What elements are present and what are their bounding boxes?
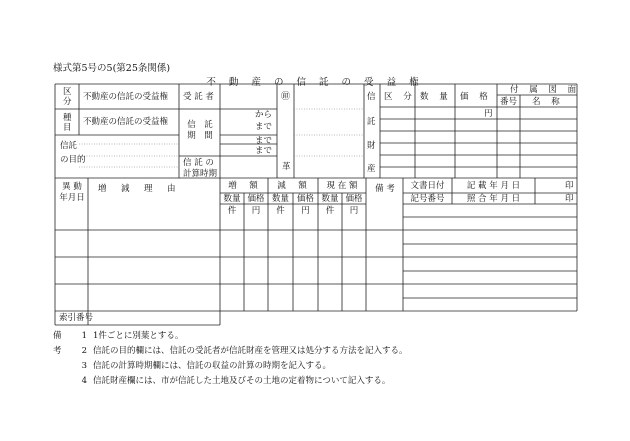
form-caption: 様式第5号の5(第25条関係) (53, 63, 171, 74)
zogaku-ken-unit: 件 (227, 206, 237, 216)
shogo-nengappi-header: 照 合 年 月 日 (466, 194, 521, 204)
zogaku-kakaku: 価格 (247, 194, 265, 204)
genzai-suryo: 数量 (321, 194, 339, 204)
kikan-made-3: まで (255, 146, 273, 156)
zaisan-char-1: 信 (367, 92, 376, 102)
mokuteki-label: 信託 の目的 (60, 141, 86, 165)
seal-mark: ㊞ (281, 92, 291, 102)
fuzoku-zumen-header: 付 属 図 面 (510, 85, 581, 95)
ido-nengappi-header: 異 動 年月日 (59, 182, 85, 203)
index-number-label: 索引番号 (59, 313, 94, 323)
zaisan-char-3: 財 (367, 141, 376, 151)
shogo-in-header: 印 (565, 194, 574, 204)
jutakusha-label: 受 託 者 (183, 92, 214, 102)
genzai-ken-unit: 件 (325, 206, 335, 216)
shumoku-label: 種目 (63, 113, 72, 133)
kikan-made-2: まで (255, 136, 273, 146)
zogaku-en-unit: 円 (251, 206, 261, 216)
genzai-en-unit: 円 (349, 206, 359, 216)
kubun-label: 区分 (63, 87, 72, 107)
gengaku-kakaku: 価格 (296, 194, 314, 204)
kisai-nengappi-header: 記 載 年 月 日 (466, 181, 521, 191)
property-suryo-header: 数 量 (420, 92, 452, 102)
biko-header: 備 考 (375, 184, 395, 194)
zaisan-char-4: 産 (367, 164, 376, 174)
property-yen-unit: 円 (484, 109, 493, 119)
kiroku-bango-header: 記号番号 (410, 194, 445, 204)
genzai-kakaku: 価格 (345, 194, 363, 204)
kisai-in-header: 印 (565, 181, 574, 191)
kan-char: 革 (282, 162, 291, 172)
gengaku-ken-unit: 件 (276, 206, 285, 216)
bango-header: 番号 (500, 97, 518, 107)
shumoku-value: 不動産の信託の受益権 (83, 117, 169, 127)
property-kubun-header: 区 分 (384, 92, 416, 102)
zogaku-suryo: 数量 (223, 194, 241, 204)
meisho-header: 名 称 (532, 97, 564, 107)
genzaigaku-header: 現 在 額 (326, 181, 358, 191)
property-kakaku-header: 価 格 (460, 92, 492, 102)
gengaku-suryo: 数量 (271, 194, 289, 204)
zogen-riyu-header: 増 減 理 由 (98, 184, 179, 194)
kikan-kara: から (255, 110, 273, 120)
notes-heading: 備考 (53, 331, 62, 356)
zaisan-char-2: 託 (367, 117, 376, 127)
kikan-label: 信 託 期 間 (187, 120, 213, 141)
gengaku-en-unit: 円 (301, 206, 310, 216)
form-title: 不 動 産 の 信 託 の 受 益 権 (206, 77, 424, 88)
bunsho-hizuke-header: 文書日付 (410, 181, 445, 191)
gengaku-header: 減 額 (277, 181, 309, 191)
zogaku-header: 増 額 (228, 181, 260, 191)
kikan-made-1: まで (255, 122, 273, 132)
keisan-label: 信 託 の 計算時期 (183, 158, 218, 179)
kubun-value: 不動産の信託の受益権 (83, 92, 169, 102)
